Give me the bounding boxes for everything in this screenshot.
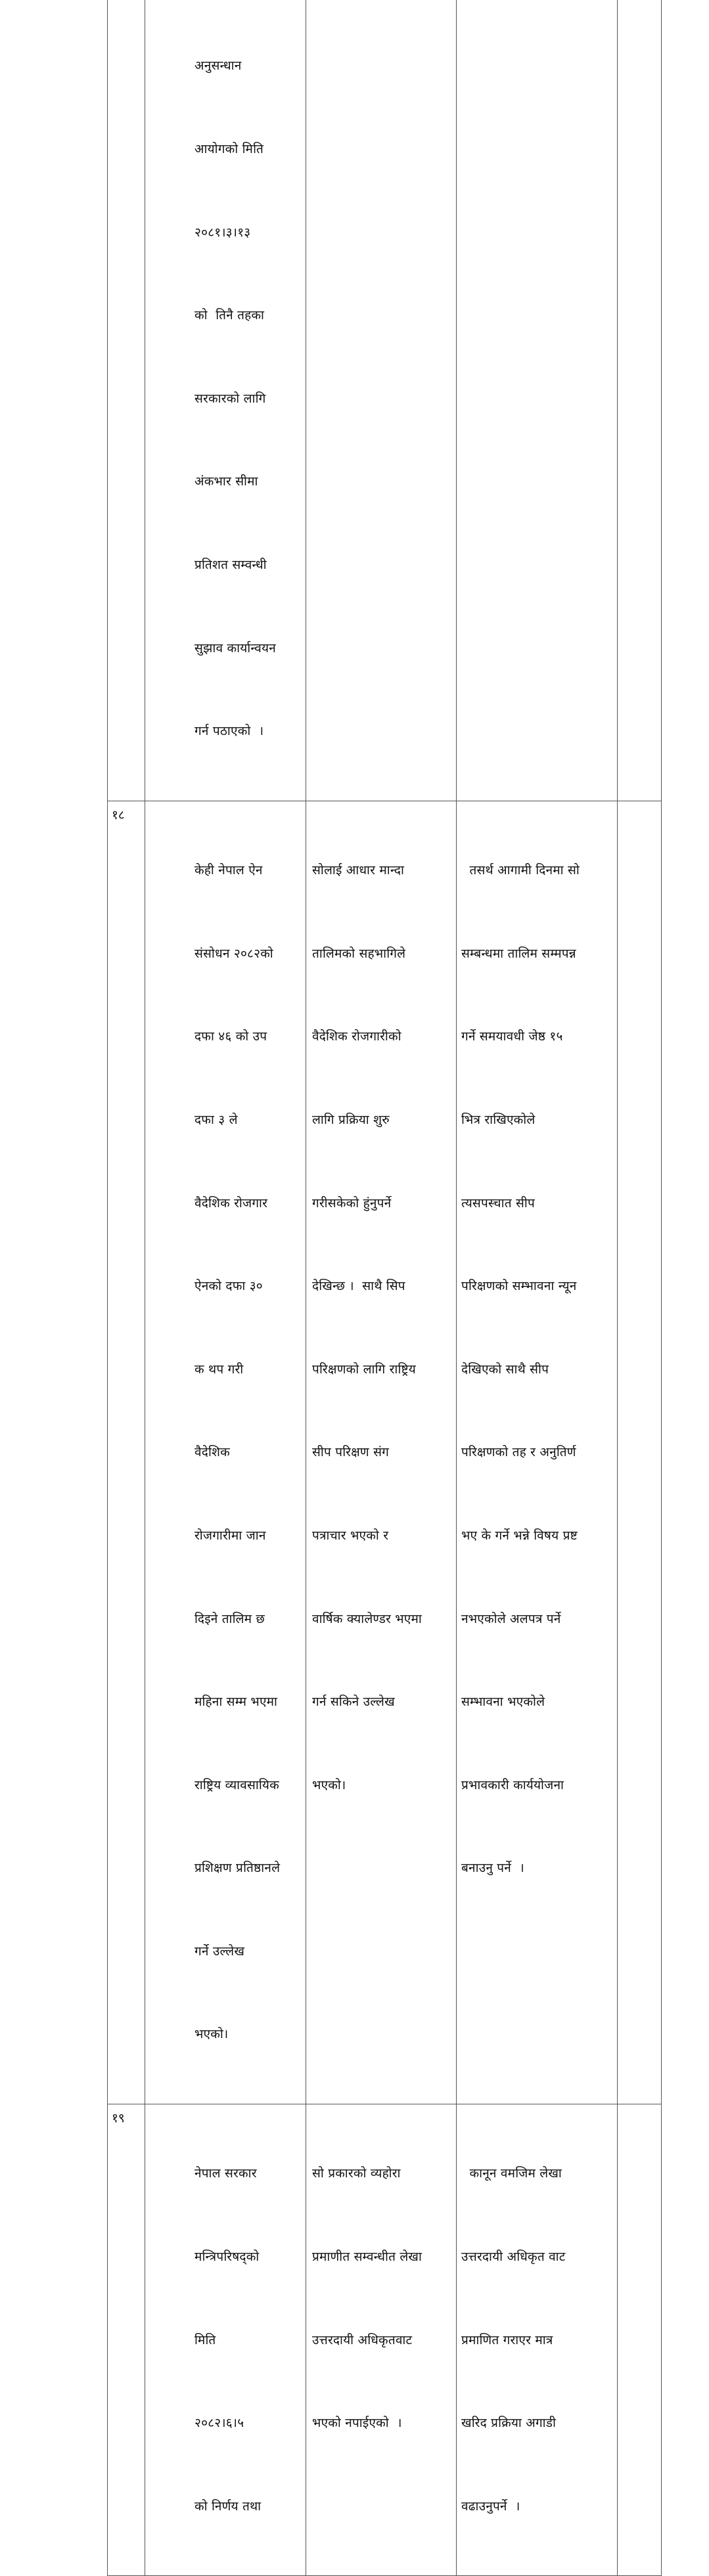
recommendation-line: सम्भावना भएकोले	[461, 1695, 545, 1710]
serial-cell	[108, 801, 145, 2104]
observation-line: २०८१।३।१३	[194, 225, 251, 240]
recommendation-line: परिक्षणको तह र अनुतिर्ण	[461, 1445, 576, 1460]
table-row	[108, 0, 662, 801]
observation-line: अंकभार सीमा	[194, 474, 258, 489]
observation-line: केही नेपाल ऐन	[194, 863, 263, 878]
observation-line: प्रतिशत सम्वन्धी	[194, 557, 267, 572]
observation-line: मिति	[194, 2332, 216, 2347]
response-line: देखिन्छ । साथै सिप	[312, 1279, 405, 1294]
response-line: गरीसकेको हुंनुपर्ने	[312, 1195, 392, 1210]
response-line: परिक्षणको लागि राष्ट्रिय	[312, 1362, 416, 1377]
serial-number: १८	[112, 807, 125, 822]
recommendation-line: बनाउनु पर्ने ।	[461, 1861, 524, 1876]
recommendation-line: तसर्थ आगामी दिनमा सो	[461, 863, 580, 878]
observation-line: गर्न पठाएको ।	[194, 724, 264, 739]
response-line: सीप परिक्षण संग	[312, 1445, 390, 1460]
observation-line: मन्त्रिपरिषद्को	[194, 2250, 260, 2265]
recommendation-line: त्यसपस्चात सीप	[461, 1195, 535, 1210]
response-cell	[306, 0, 457, 801]
recommendation-cell	[457, 801, 618, 2104]
observation-line: आयोगको मिति	[194, 142, 264, 156]
recommendation-line: नभएकोले अलपत्र पर्ने	[461, 1611, 561, 1626]
recommendation-line: उत्तरदायी अधिकृत वाट	[461, 2250, 566, 2265]
recommendation-line: भए के गर्ने भन्ने विषय प्रष्ट	[461, 1528, 578, 1543]
observation-line: वैदेशिक	[194, 1445, 230, 1460]
response-line: सो प्रकारको व्यहोरा	[312, 2166, 401, 2181]
observation-cell	[145, 0, 306, 801]
remarks-cell	[618, 0, 662, 801]
table-row	[108, 2104, 662, 2576]
response-line: भएको नपाईएको ।	[312, 2416, 402, 2431]
audit-table	[107, 0, 662, 2576]
observation-line: ऐनको दफा ३०	[194, 1279, 263, 1294]
observation-line: वैदेशिक रोजगार	[194, 1195, 268, 1210]
remarks-cell	[618, 801, 662, 2104]
recommendation-line: कानून वमजिम लेखा	[461, 2166, 562, 2181]
observation-line: भएको।	[194, 2027, 229, 2042]
observation-line: को तिनै तहका	[194, 308, 265, 323]
observation-line: महिना सम्म भएमा	[194, 1695, 278, 1710]
observation-line: रोजगारीमा जान	[194, 1528, 266, 1543]
observation-line: अनुसन्धान	[194, 58, 242, 74]
recommendation-line: परिक्षणको सम्भावना न्यून	[461, 1279, 577, 1294]
recommendation-line: खरिद प्रक्रिया अगाडी	[461, 2416, 557, 2431]
recommendation-line: भित्र राखिएकोले	[461, 1112, 536, 1127]
response-line: उत्तरदायी अधिकृतवाट	[312, 2332, 413, 2347]
table-row	[108, 801, 662, 2104]
recommendation-cell	[457, 0, 618, 801]
response-cell	[306, 801, 457, 2104]
observation-line: राष्ट्रिय व्यावसायिक	[194, 1777, 279, 1792]
recommendation-line: प्रभावकारी कार्ययोजना	[461, 1777, 564, 1792]
recommendation-cell	[457, 2104, 618, 2576]
response-line: वैदेशिक रोजगारीको	[312, 1029, 401, 1044]
observation-line: सुझाव कार्यान्वयन	[194, 640, 276, 655]
response-line: भएको।	[312, 1777, 346, 1792]
response-line: प्रमाणीत सम्वन्धीत लेखा	[312, 2250, 423, 2265]
observation-cell	[145, 2104, 306, 2576]
response-line: सोलाई आधार मान्दा	[312, 863, 405, 878]
observation-line: दिइने तालिम छ	[194, 1611, 265, 1626]
observation-line: क थप गरी	[194, 1362, 244, 1377]
recommendation-line: गर्ने समयावधी जेष्ठ १५	[461, 1029, 563, 1044]
recommendation-line: सम्बन्धमा तालिम सम्मपन्न	[461, 946, 576, 961]
response-cell	[306, 2104, 457, 2576]
serial-number: १९	[112, 2111, 125, 2126]
observation-line: दफा ३ ले	[194, 1112, 238, 1127]
remarks-cell	[618, 2104, 662, 2576]
recommendation-line: वढाउनुपर्ने ।	[461, 2498, 520, 2514]
response-line: पत्राचार भएको र	[312, 1528, 389, 1543]
observation-line: को निर्णय तथा	[194, 2498, 262, 2514]
observation-cell	[145, 801, 306, 2104]
observation-line: संसोधन २०८२को	[194, 946, 273, 961]
observation-line: २०८२।६।५	[194, 2416, 244, 2431]
serial-cell	[108, 0, 145, 801]
observation-line: प्रशिक्षण प्रतिष्ठानले	[194, 1861, 281, 1876]
observation-line: सरकारको लागि	[194, 391, 266, 406]
response-line: वार्षिक क्यालेण्डर भएमा	[312, 1611, 422, 1626]
response-line: लागि प्रक्रिया शुरु	[312, 1112, 390, 1127]
recommendation-line: प्रमाणित गराएर मात्र	[461, 2332, 553, 2347]
recommendation-line: देखिएको साथै सीप	[461, 1362, 549, 1377]
observation-line: नेपाल सरकार	[194, 2166, 257, 2181]
serial-cell	[108, 2104, 145, 2576]
response-line: तालिमको सहभागिले	[312, 946, 406, 961]
observation-line: दफा ४६ को उप	[194, 1029, 267, 1044]
response-line: गर्न सकिने उल्लेख	[312, 1695, 395, 1710]
observation-line: गर्ने उल्लेख	[194, 1943, 245, 1959]
